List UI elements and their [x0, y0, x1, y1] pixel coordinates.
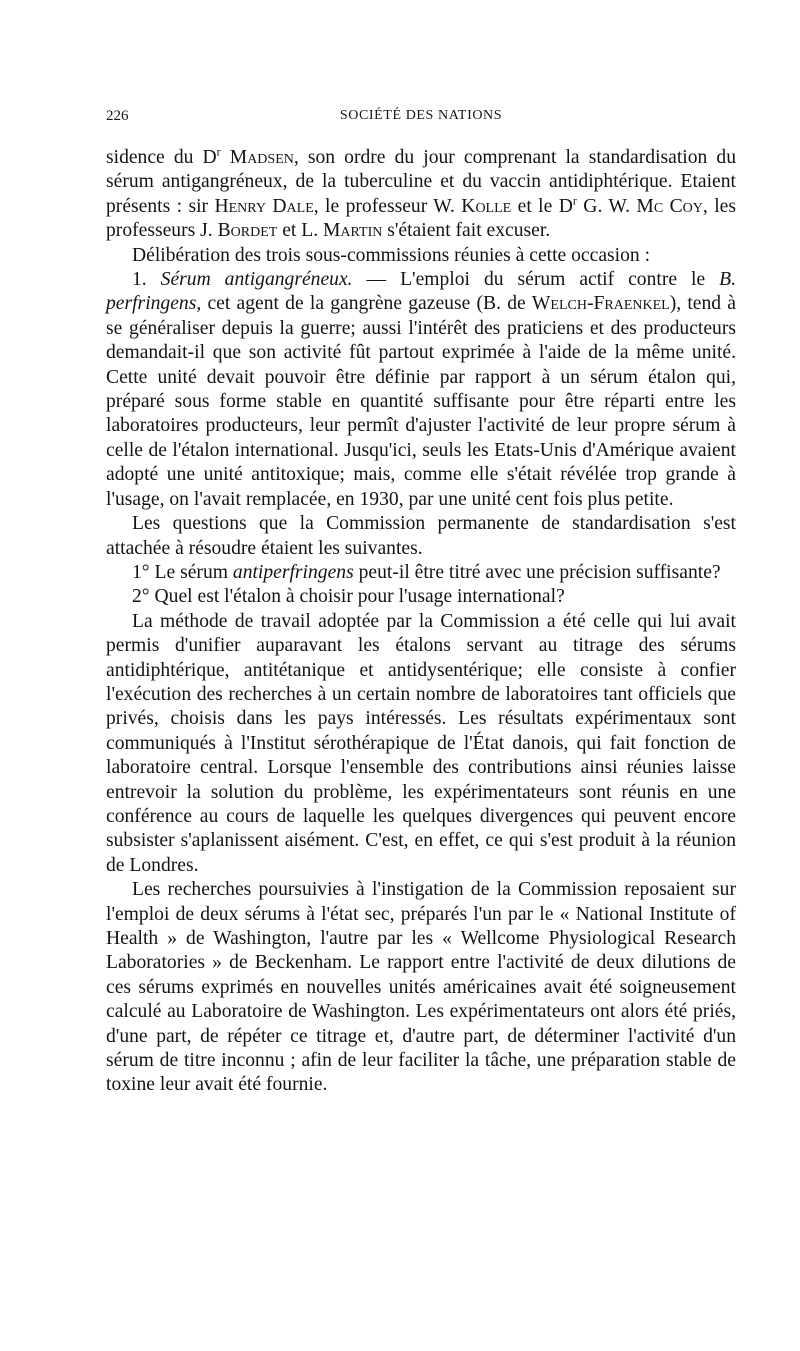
text-run: Les recherches poursuivies à l'instigation de la Commission reposaient sur l'emploi de deux sérums à l'état sec, préparés l'un par le « National Institute of Health » de Washington, l'autre par les « Wellcome Physiological Research Laboratories » de Beckenham. Le rapport entre l'activité de deux dilutions de ces sérums exprimés en nouvelles unités américaines avait été soigneusement calculé au Laboratoire de Washington. Les expérimentateurs ont alors été priés, d'une part, de répéter ce titrage et, d'autre part, de déterminer l'activité d'un sérum de titre inconnu ; afin de leur faciliter la tâche, une préparation stable de toxine leur avait été fournie.: [106, 879, 736, 1096]
paragraph-p8: [106, 878, 736, 1098]
text-run: Délibération des trois sous-commissions réunies à cette occasion :: [132, 244, 651, 266]
text-run: 1.: [132, 269, 161, 291]
text-run: s'étaient fait excuser.: [382, 220, 551, 242]
paragraph-p4: [106, 512, 736, 561]
text-run: , le professeur W.: [313, 195, 462, 217]
text-run: ), tend à se généraliser depuis la guerre; aussi l'intérêt des praticiens et des producteurs demandait-il que son activité fût partout exprimée à l'aide de la même unité. Cette unité devait pouvoir être définie par rapport à un sérum étalon qui, préparé sous forme stable en quantité suffisante pour être réparti entre les laboratoires producteurs, leur permît d'ajuster l'activité de leur propre sérum à celle de l'étalon international. Jusqu'ici, seuls les Etats-Unis d'Amérique avaient adopté une unité antitoxique; mais, comme elle s'était révélée trop grande à l'usage, on l'avait remplacée, en 1930, par une unité cent fois plus petite.: [106, 293, 736, 510]
text-run: , les professeurs J.: [106, 195, 736, 242]
superscript: r: [572, 193, 577, 208]
text-run: 1° Le sérum: [132, 561, 233, 583]
text-run: peut-il être titré avec une précision suffisante?: [353, 561, 721, 583]
small-caps-name: Welch-Fraenkel: [531, 293, 670, 315]
text-run: sidence du D: [106, 147, 217, 168]
running-title: SOCIÉTÉ DES NATIONS: [339, 108, 503, 123]
text-run: G. W.: [576, 195, 637, 217]
text-run: La méthode de travail adoptée par la Commission a été celle qui lui avait permis d'unifier auparavant les étalons servant au titrage des sérums antidiphtérique, antitétanique et antidysentérique; elle consiste à confier l'exécution des recherches à un certain nombre de laboratoires tant officiels que privés, choisis dans les pays intéressés. Les résultats expérimentaux sont communiqués à l'Institut sérothérapique de l'État danois, qui fait fonction de laboratoire central. Lorsque l'ensemble des contributions ainsi réunies laisse entrevoir la solution du problème, les expérimentateurs sont réunis en une conférence au cours de laquelle les quelques divergences qui peuvent encore subsister s'aplanissent aisément. C'est, en effet, ce qui s'est produit à la réunion de Londres.: [106, 610, 736, 876]
small-caps-name: Kolle: [461, 195, 512, 217]
paragraph-p5: [106, 561, 736, 585]
text-run: et le D: [511, 195, 573, 217]
body-text: [106, 146, 736, 1098]
italic-run: Sérum antigangréneux.: [160, 269, 353, 291]
small-caps-name: Martin: [323, 220, 383, 242]
page-number: 226: [106, 108, 129, 124]
text-run: , son ordre du jour comprenant la standardisation du sérum antigangréneux, de la tuberculine et du vaccin antidiphtérique. Etaient présents : sir: [106, 147, 736, 217]
text-run: , cet agent de la gangrène gazeuse (B. de: [196, 293, 532, 315]
text-run: — L'emploi du sérum actif contre le: [352, 269, 720, 291]
paragraph-p1: [106, 146, 736, 244]
small-caps-name: Mc Coy: [636, 195, 703, 217]
italic-run: B. perfringens: [106, 269, 736, 315]
paragraph-p3: [106, 268, 736, 512]
document-page: [106, 108, 736, 1098]
paragraph-p6: [106, 585, 736, 609]
text-run: [221, 147, 230, 168]
paragraph-p7: [106, 610, 736, 878]
italic-run: antiperfringens: [232, 561, 354, 583]
text-run: et L.: [277, 220, 323, 242]
text-run: Les questions que la Commission permanente de standardisation s'est attachée à résoudre étaient les suivantes.: [106, 513, 736, 559]
small-caps-name: Madsen: [229, 147, 294, 168]
small-caps-name: Henry Dale: [214, 195, 314, 217]
superscript: r: [216, 144, 221, 159]
paragraph-p2: [106, 244, 736, 268]
small-caps-name: Bordet: [217, 220, 278, 242]
text-run: 2° Quel est l'étalon à choisir pour l'usage international?: [132, 586, 565, 608]
running-head: [106, 108, 736, 130]
